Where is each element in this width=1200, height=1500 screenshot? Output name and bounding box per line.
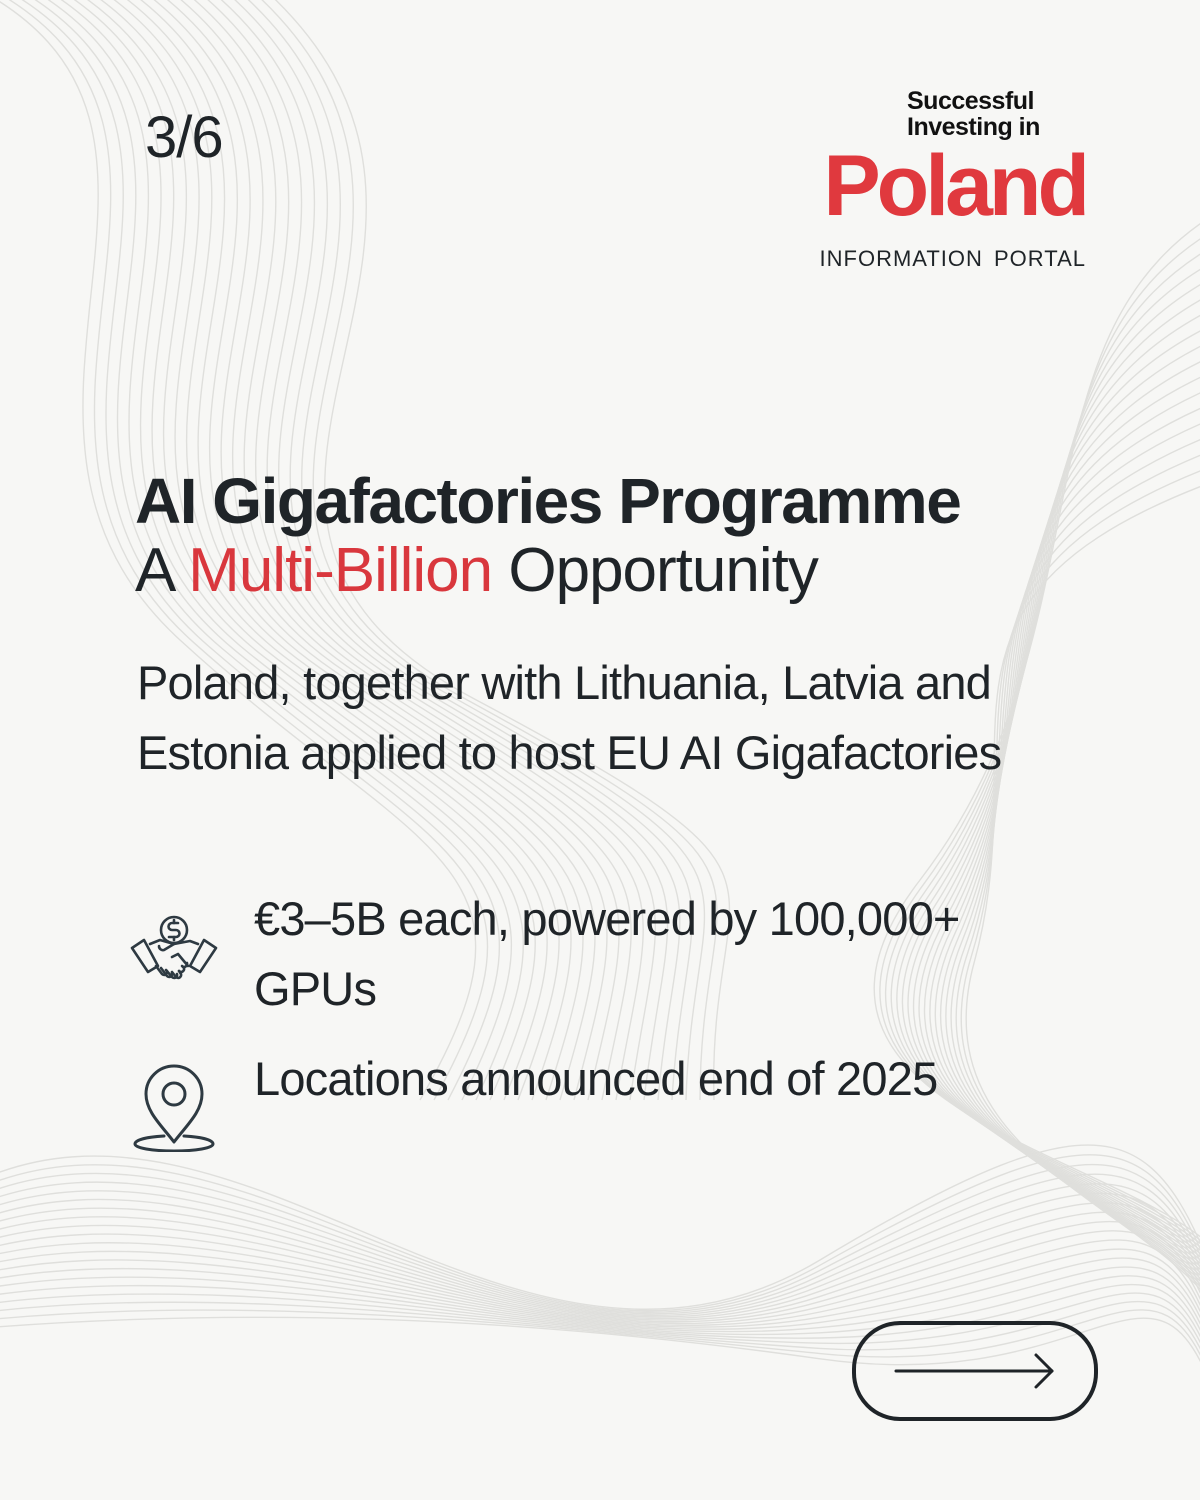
next-slide-button[interactable] [852, 1321, 1098, 1421]
location-pin-icon [128, 1060, 220, 1152]
headline-subtitle-prefix: A [135, 536, 189, 605]
bullet-location [128, 1044, 1028, 1152]
brand-name: Poland [823, 138, 1086, 234]
intro-paragraph: Poland, together with Lithuania, Latvia and Estonia applied to host EU AI Gigafactories [137, 656, 1002, 779]
brand-tagline: Successful Investing in [907, 87, 1040, 141]
brand-logo [786, 88, 1086, 272]
headline-title: AI Gigafactories Programme [135, 465, 961, 537]
arrow-right-icon [892, 1351, 1058, 1391]
headline-subtitle-suffix: Opportunity [492, 536, 818, 605]
page-counter: 3/6 [145, 105, 223, 170]
headline [135, 466, 1095, 606]
bullet-investment-text: €3–5B each, powered by 100,000+ GPUs [254, 892, 960, 1015]
brand-subtitle: INFORMATION PORTAL [819, 246, 1086, 271]
handshake-money-icon [128, 908, 220, 1000]
bullet-location-text: Locations announced end of 2025 [254, 1052, 938, 1105]
headline-subtitle [135, 536, 1095, 606]
headline-subtitle-highlight: Multi-Billion [188, 536, 493, 605]
bullet-investment [128, 884, 1028, 1024]
